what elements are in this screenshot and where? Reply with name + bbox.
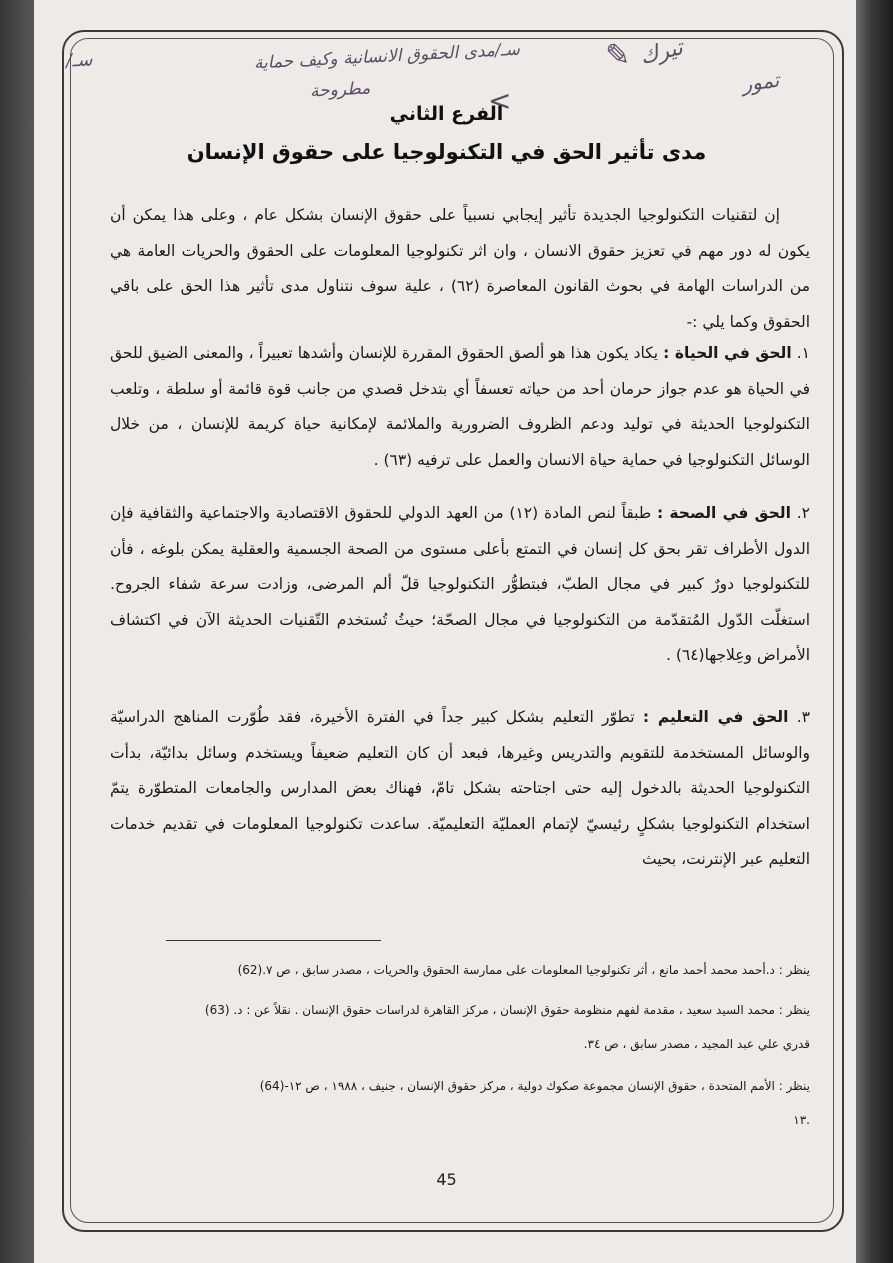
- handwritten-mark-icon: ✎: [605, 38, 631, 73]
- item-number: ١.: [796, 344, 810, 362]
- footnote-62: ينظر : د.أحمد محمد أحمد مانع ، أثر تكنولوجيا المعلومات على ممارسة الحقوق والحريات ، مصدر سابق ، ص ٧.(62): [237, 963, 810, 977]
- item-right-to-life: [110, 336, 810, 478]
- item-right-to-education: [110, 700, 810, 878]
- footnote-63: ينظر : محمد السيد سعيد ، مقدمة لفهم منظومة حقوق الإنسان ، مركز القاهرة لدراسات حقوق الإنسان . نقلاً عن : د. (63): [204, 1003, 810, 1017]
- footnote-separator: [166, 940, 381, 941]
- handwritten-arrow-icon: <: [488, 84, 512, 117]
- item-right-to-health: [110, 496, 810, 674]
- section-title: الفرع الثاني: [389, 103, 504, 125]
- intro-paragraph: إن لتقنيات التكنولوجيا الجديدة تأثير إيجابي نسبياً على حقوق الإنسان بشكل عام ، وعلى هذا يمكن أن يكون له دور مهم في تعزيز حقوق الانسان ، وان اثر تكنولوجيا المعلومات على الحقوق والحريات العامة هي من الدراسات الهامة في بحوث القانون المعاصرة (٦٢) ، علية سوف نتناول مدى تأثير هذا الحق على باقي الحقوق وكما يلي :-: [110, 206, 810, 331]
- item-heading: الحق في التعليم :: [642, 708, 789, 726]
- item-heading: الحق في الحياة :: [663, 344, 792, 362]
- page-number: 45: [436, 1170, 457, 1189]
- left-shadow: [0, 0, 34, 1263]
- item-text: طبقاً لنص المادة (١٢) من العهد الدولي للحقوق الاقتصادية والاجتماعية والثقافية فإن الدول الأطراف تقر بحق كل إنسان في التمتع بأعلى مستوى من الصحة الجسمية والعقلية يمكن بلوغه ، فأن للتكنولوجيا دورٌ كبير في مجال الطبّ، فبتطوُّر التكنولوجيا قلّ ألم المرضى، وزادت سرعة شفاء الجروح. استغلّت الدّول المُتقدّمة من التكنولوجيا في مجال الصحّة؛ حيثُ تُستخدم التّقنيات الحديثة الآن في اكتشاف الأمراض وعِلاجها(٦٤) .: [110, 504, 810, 664]
- handwriting-top-left: سـ/مدى الحقوق الانسانية وكيف حماية: [253, 39, 521, 74]
- item-number: ٢.: [796, 504, 810, 522]
- item-number: ٣.: [796, 708, 810, 726]
- footnote-64: ينظر : الأمم المتحدة ، حقوق الإنسان مجموعة صكوك دولية ، مركز حقوق الإنسان ، جنيف ، ١٩٨٨ ، ص ١٢-(64): [259, 1079, 810, 1093]
- footnote-63-cont: قدري علي عبد المجيد ، مصدر سابق ، ص ٣٤.: [583, 1037, 810, 1051]
- footnote-64-cont: .١٣: [793, 1113, 810, 1127]
- handwriting-left-word: سـ/: [65, 49, 93, 72]
- handwriting-right-1: تيرك: [637, 35, 686, 70]
- right-shadow: [856, 0, 893, 1263]
- item-text: تطوّر التعليم بشكل كبير جداً في الفترة الأخيرة، فقد طُوّرت المناهج الدراسيّة والوسائل المستخدمة للتقويم والتدريس وغيرها، فبعد أن كان التعليم ضعيفاً ويستخدم وسائل بدائيّة، بدأت التكنولوجيا الحديثة بالدخول إليه حتى اجتاحته بشكل تامّ، فهناك بعض المدارس والجامعات المتطوّرة يتمّ استخدام التكنولوجيا بشكلٍ رئيسيّ لإتمام العمليّة التعليميّة. ساعدت تكنولوجيا المعلومات في تقديم خدمات التعليم عبر الإنترنت، بحيث: [110, 708, 810, 868]
- handwriting-right-2: تمور: [740, 67, 781, 97]
- item-text: يكاد يكون هذا هو ألصق الحقوق المقررة للإنسان وأشدها تعبيراً ، والمعنى الضيق للحق في الحياة هو عدم جواز حرمان أحد من حياته تعسفاً أي بتدخل قصدي من جانب قوة قائمة أو سلطة ، وتلعب التكنولوجيا الحديثة في توليد ودعم الظروف الضرورية والملائمة لإمكانية حياة كريمة للإنسان ، من خلال الوسائل التكنولوجيا في حماية حياة الانسان والعمل على ترفيه (٦٣) .: [110, 344, 810, 469]
- handwriting-middle: مطروحة: [309, 78, 371, 102]
- main-heading: مدى تأثير الحق في التكنولوجيا على حقوق الإنسان: [186, 140, 707, 164]
- item-heading: الحق في الصحة :: [656, 504, 791, 522]
